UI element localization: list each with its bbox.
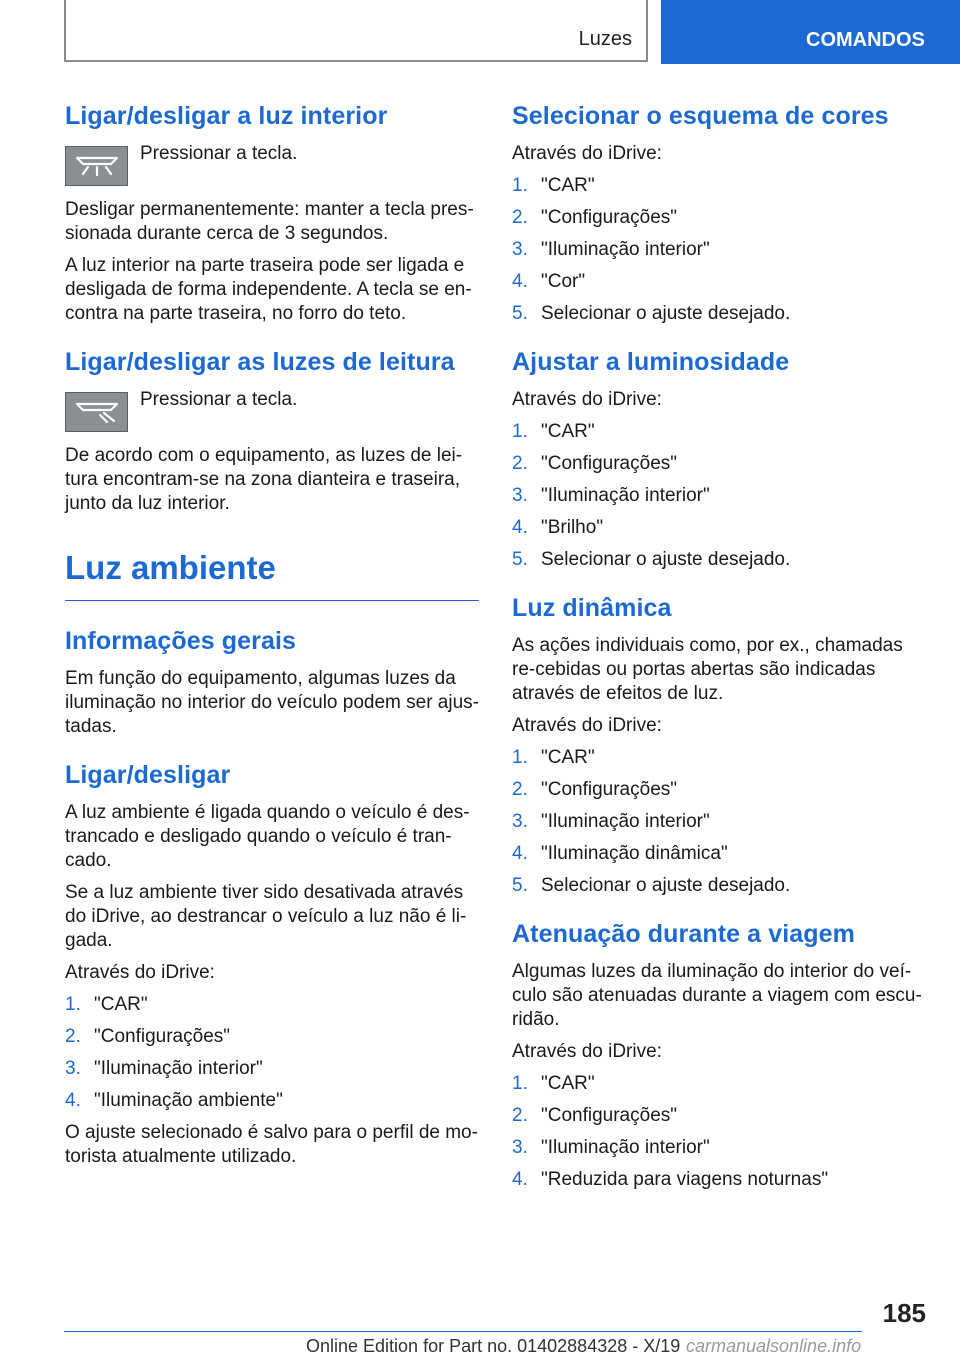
section-heading: Atenuação durante a viagem xyxy=(512,920,855,948)
key-row xyxy=(65,142,479,186)
header-section-box xyxy=(64,0,648,62)
paragraph: Através do iDrive: xyxy=(512,389,662,410)
list-item: 3. "Iluminação interior" xyxy=(65,1058,263,1079)
list-item: 3. "Iluminação interior" xyxy=(512,1137,710,1158)
section-heading: Ligar/desligar xyxy=(65,761,231,789)
paragraph: Através do iDrive: xyxy=(512,1041,662,1062)
paragraph: Desligar permanentemente: manter a tecla pres-sionada durante cerca de 3 segundos. xyxy=(65,199,474,244)
section-heading: Ligar/desligar a luz interior xyxy=(65,102,388,130)
list-item: 1. "CAR" xyxy=(512,1073,595,1094)
steps-list xyxy=(65,993,479,1113)
page-number: 185 xyxy=(882,1298,926,1328)
header-section-title: Luzes xyxy=(578,28,632,50)
section-interior-light xyxy=(65,100,479,326)
steps-list xyxy=(512,174,927,326)
paragraph: O ajuste selecionado é salvo para o perfil de mo-torista atualmente utilizado. xyxy=(65,1122,478,1167)
interior-light-icon xyxy=(65,146,128,186)
footer-edition: Online Edition for Part no. 01402884328 - X/19 xyxy=(306,1336,681,1356)
paragraph: Através do iDrive: xyxy=(512,143,662,164)
list-item: 4. "Reduzida para viagens noturnas" xyxy=(512,1169,829,1190)
list-item: 2. "Configurações" xyxy=(512,779,678,800)
list-item: 3. "Iluminação interior" xyxy=(512,239,710,260)
list-item: 2. "Configurações" xyxy=(65,1026,231,1047)
section-color-scheme xyxy=(512,100,927,326)
steps-list xyxy=(512,420,927,572)
list-item: 4. "Iluminação ambiente" xyxy=(65,1090,283,1111)
key-row xyxy=(65,388,479,432)
section-on-off xyxy=(65,759,479,1169)
steps-list xyxy=(512,746,927,898)
section-dynamic-light xyxy=(512,592,927,898)
list-item: 5. Selecionar o ajuste desejado. xyxy=(512,303,791,324)
list-item: 5. Selecionar o ajuste desejado. xyxy=(512,875,791,896)
paragraph: Através do iDrive: xyxy=(512,715,662,736)
right-column xyxy=(512,100,927,1212)
paragraph: Se a luz ambiente tiver sido desativada através do iDrive, ao destrancar o veículo a luz não é li-gada. xyxy=(65,882,467,951)
list-item: 1. "CAR" xyxy=(512,747,595,768)
paragraph: A luz interior na parte traseira pode ser ligada e desligada de forma independente. A tecla se en-contra na parte traseira, no forro do teto. xyxy=(65,255,472,324)
list-item: 3. "Iluminação interior" xyxy=(512,811,710,832)
reading-light-icon xyxy=(65,392,128,432)
list-item: 2. "Configurações" xyxy=(512,1105,678,1126)
list-item: 4. "Iluminação dinâmica" xyxy=(512,843,728,864)
left-column xyxy=(65,100,479,1189)
section-heading: Ajustar a luminosidade xyxy=(512,348,790,376)
list-item: 2. "Configurações" xyxy=(512,207,678,228)
paragraph: Através do iDrive: xyxy=(65,962,215,983)
section-heading: Informações gerais xyxy=(65,627,297,655)
section-heading: Luz dinâmica xyxy=(512,594,672,622)
list-item: 1. "CAR" xyxy=(512,175,595,196)
list-item: 5. Selecionar o ajuste desejado. xyxy=(512,549,791,570)
header-chapter-tab: COMANDOS xyxy=(661,0,960,64)
list-item: 1. "CAR" xyxy=(512,421,595,442)
paragraph: Algumas luzes da iluminação do interior do veí-culo são atenuadas durante a viagem com escu-ridão. xyxy=(512,961,922,1030)
section-general-info xyxy=(65,625,479,739)
section-reading-lights xyxy=(65,346,479,516)
section-heading: Ligar/desligar as luzes de leitura xyxy=(65,348,455,376)
paragraph: De acordo com o equipamento, as luzes de lei-tura encontram-se na zona dianteira e traseira, junto da luz interior. xyxy=(65,445,463,514)
list-item: 2. "Configurações" xyxy=(512,453,678,474)
steps-list xyxy=(512,1072,927,1192)
paragraph: As ações individuais como, por ex., chamadas re-cebidas ou portas abertas são indicadas através de efeitos de luz. xyxy=(512,635,903,704)
page-header xyxy=(0,0,960,66)
list-item: 1. "CAR" xyxy=(65,994,148,1015)
paragraph: A luz ambiente é ligada quando o veículo é des-trancado e desligado quando o veículo é tran-cado. xyxy=(65,802,470,871)
section-brightness xyxy=(512,346,927,572)
key-instruction: Pressionar a tecla. xyxy=(140,143,298,164)
footer-divider xyxy=(64,1331,862,1332)
paragraph: Em função do equipamento, algumas luzes da iluminação no interior do veículo podem ser ajus-tadas. xyxy=(65,668,479,737)
chapter-title: Luz ambiente xyxy=(65,546,479,601)
chapter-heading-wrap xyxy=(65,546,479,601)
section-heading: Selecionar o esquema de cores xyxy=(512,102,889,130)
watermark: carmanualsonline.info xyxy=(686,1336,862,1356)
section-dimming xyxy=(512,918,927,1192)
list-item: 4. "Brilho" xyxy=(512,517,604,538)
list-item: 4. "Cor" xyxy=(512,271,586,292)
key-instruction: Pressionar a tecla. xyxy=(140,389,298,410)
list-item: 3. "Iluminação interior" xyxy=(512,485,710,506)
